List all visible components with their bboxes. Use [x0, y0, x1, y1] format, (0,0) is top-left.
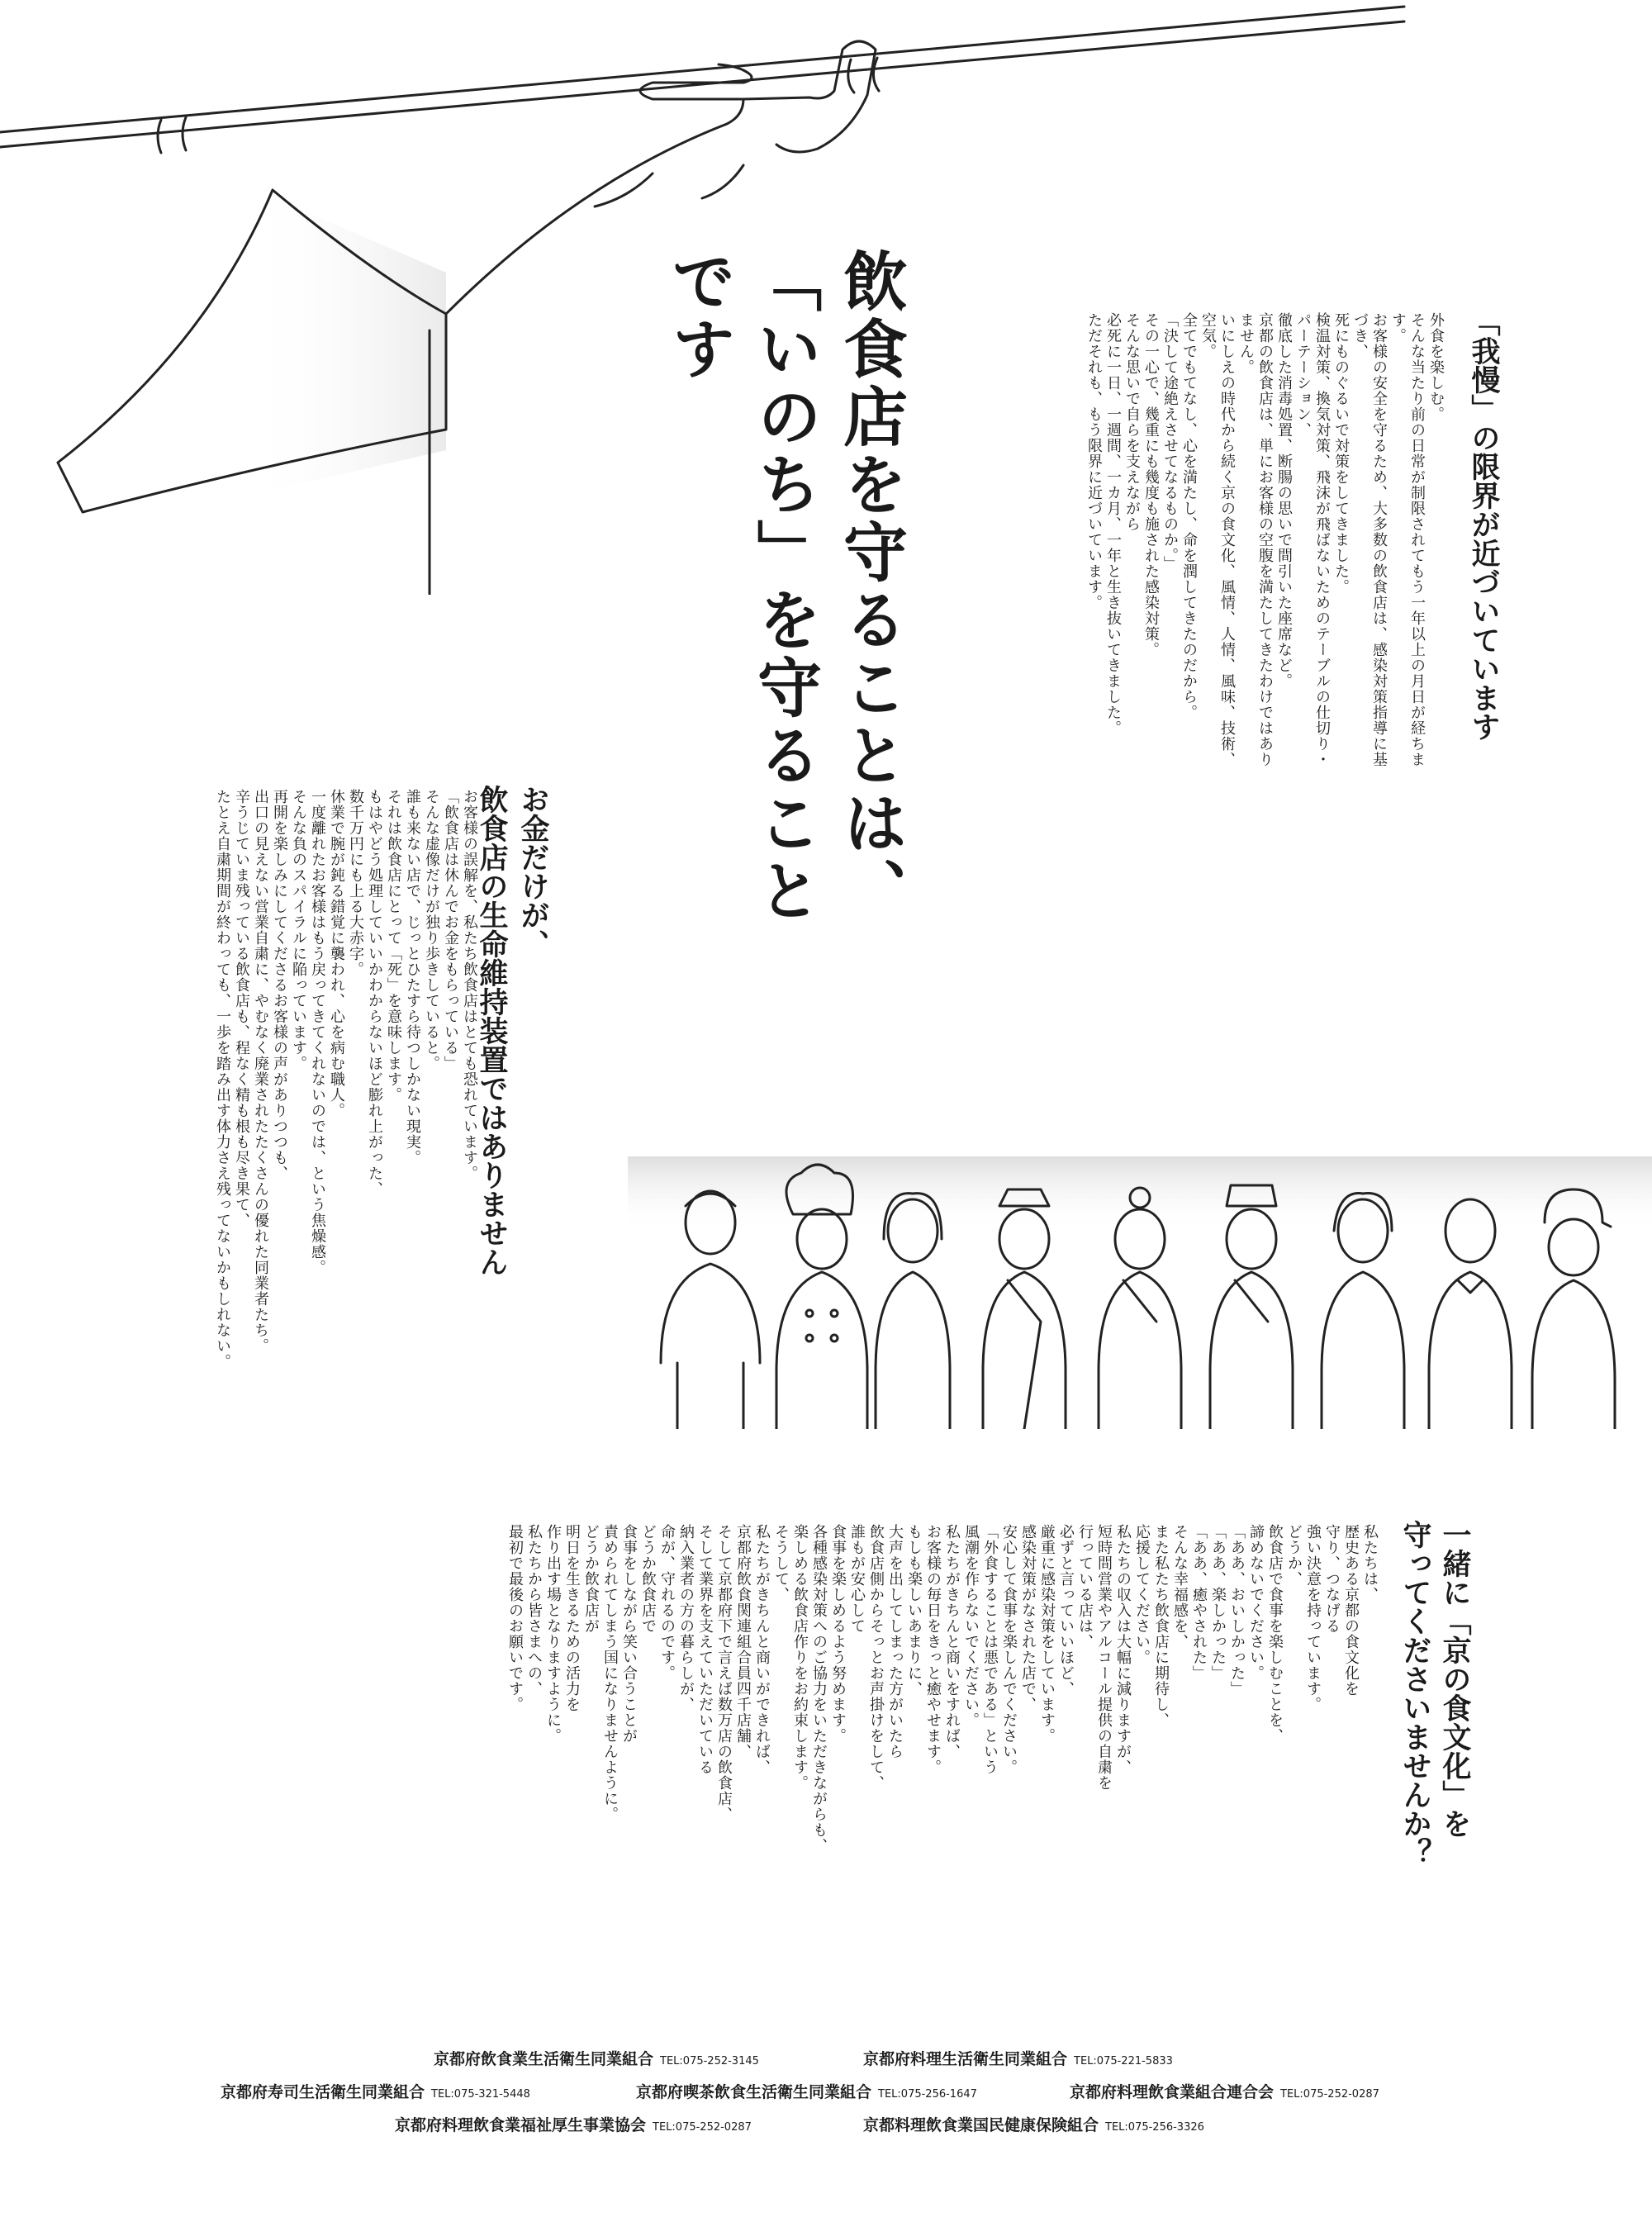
association-tel: TEL:075-256-3326: [1105, 2121, 1204, 2134]
curtain-rod: [0, 7, 1404, 147]
footer-row: [1070, 2080, 1379, 2102]
curtain-loop: [158, 58, 879, 153]
section3-heading: 一緒に「京の食文化」を 守ってくださいませんか？: [1398, 1520, 1472, 1867]
footer-row: [395, 2113, 752, 2135]
association-tel: TEL:075-252-3145: [660, 2055, 759, 2067]
workers-illustration: [628, 1156, 1652, 1429]
footer-row: [221, 2080, 530, 2102]
worker-8-waiter: [1429, 1199, 1512, 1429]
association-tel: TEL:075-221-5833: [1074, 2055, 1173, 2067]
association-name: 京都料理飲食業国民健康保険組合: [863, 2116, 1099, 2134]
association-name: 京都府喫茶飲食生活衛生同業組合: [636, 2083, 872, 2101]
association-name: 京都府料理飲食業組合連合会: [1070, 2083, 1275, 2101]
footer-row: [863, 2113, 1204, 2135]
section2-body: お客様の誤解を、私たち飲食店はとても恐れています。 「飲食店は休んでお金をもらっている」 そんな虚像だけが独り歩きしていると。 誰も来ない店で、じっとひたすら待つしかない現実。 それは飲食店にとって「死」を意味します。 もはやどう処理していいかわからないほど膨れ上がった、 数千万円にも上る大赤字。 休業で腕が鈍る錯覚に襲われ、心を病む職人。 一度離れたお客様はもう戻ってきてくれないのでは、という焦燥感。 そんな負のスパイラルに陥っています。 再開を楽しみにしてくださるお客様の声がありつつも、 出口の見えない営業自粛に、やむなく廃業されたたくさんの優れた同業者たち。 辛うじていま残っている飲食店も、程なく精も根も尽き果て、 たとえ自粛期間が終わっても、一歩を踏み出す体力さえ残ってないかもしれない。: [214, 789, 478, 1370]
shelf-shadow: [628, 1156, 1652, 1231]
section1-body: 外食を楽しむ。 そんな当たり前の日常が制限されてもう一年以上の月日が経ちます。 お客様の安全を守るため、大多数の飲食店は、感染対策指導に基づき、 死にものぐるいで対策をしてきました。 検温対策、換気対策、飛沫が飛ばないためのテーブルの仕切り・パーテーション、 徹底した消毒処置、断腸の思いで間引いた座席など。 京都の飲食店は、単にお客様の空腹を満たしてきたわけではありません。 いにしえの時代から続く京の食文化、風情、人情、風味、技術、空気。 全てでもてなし、心を満たし、命を潤してきたのだから。 「決して途絶えさせてなるものか。」 その一心で、幾重にも幾度も施された感染対策。 そんな思いで自らを支えながら 必死に一日、一週間、一カ月、一年と生き抜いてきました。 ただそれも、もう限界に近づいています。: [1085, 312, 1445, 767]
association-name: 京都府料理生活衛生同業組合: [863, 2050, 1068, 2068]
section2-heading: お金だけが、 飲食店の生命維持装置ではありません: [475, 785, 550, 1276]
association-tel: TEL:075-321-5448: [431, 2088, 530, 2101]
footer-row: [434, 2047, 759, 2069]
headline: 飲食店を守ることは、 「いのち」を守ることです: [661, 248, 908, 925]
footer-row: [863, 2047, 1173, 2069]
association-name: 京都府寿司生活衛生同業組合: [221, 2083, 425, 2101]
association-tel: TEL:075-252-0287: [653, 2121, 752, 2134]
association-name: 京都府料理飲食業福祉厚生事業協会: [395, 2116, 647, 2134]
association-name: 京都府飲食業生活衛生同業組合: [434, 2050, 654, 2068]
association-tel: TEL:075-252-0287: [1280, 2088, 1379, 2101]
association-tel: TEL:075-256-1647: [878, 2088, 977, 2101]
section1-heading: 「我慢」の限界が近づいています: [1467, 307, 1501, 741]
footer-row: [636, 2080, 977, 2102]
section3-body: 私たちは、 歴史ある京都の食文化を 守り、つなげる 強い決意を持っています。 どうか、 飲食店で食事を楽しむことを、 諦めないでください。 「ああ、おいしかった」 「ああ、楽しかった」 「ああ、癒やされた」 そんな幸福感を、 また私たち飲食店に期待し、 応援してください。 私たちの収入は大幅に減りますが、 短時間営業やアルコール提供の自粛を 行っている店は、 必ずと言っていいほど、 厳重に感染対策をしています。 感染対策がなされた店で、 安心して食事を楽しんでください。 「外食することは悪である」という 風潮を作らないでください。 私たちがきちんと商いをすれば、 お客様の毎日をきっと癒やせます。 もしも楽しいあまりに、 大声を出してしまった方がいたら 飲食店側からそっとお声掛けをして、 誰もが安心して 食事を楽しめるよう努めます。 各種感染対策へのご協力をいただきながらも、 楽しめる飲食店作りをお約束します。 そうして、 私たちがきちんと商いができれば、 京都府飲食関連組合員四千店舗、 そして京都府下で言えば数万店の飲食店、 そして業界を支えていただいている 納入業者の方の暮らしが、 命が、守れるのです。 どうか飲食店で 食事をしながら笑い合うことが 責められてしまう国になりませんように。 どうか飲食店が 明日を生きるための活力を 作り出す場となりますように。 私たちから皆さまへの、 最初で最後のお願いです。: [506, 1524, 1379, 1854]
